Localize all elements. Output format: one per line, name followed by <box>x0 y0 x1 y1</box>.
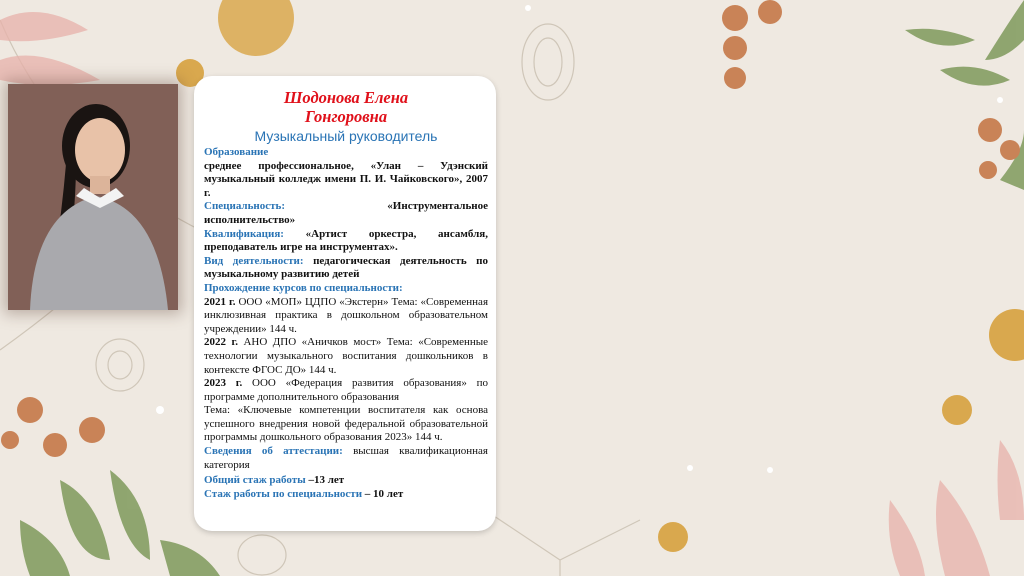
courses-section <box>204 282 488 445</box>
course-item <box>204 296 488 337</box>
course-year: 2021 г. <box>204 295 236 308</box>
course-item <box>204 377 488 404</box>
spec-exp-value: – 10 лет <box>364 487 404 500</box>
course-text: ООО «Федерация развития образования» по программе дополнительного образования <box>204 377 488 403</box>
specialty-value: исполнительство» <box>204 213 296 226</box>
course-year: 2023 г. <box>204 377 243 390</box>
name-line-1: Шодонова Елена <box>283 88 409 107</box>
courses-label: Прохождение курсов по специальности: <box>204 281 403 294</box>
total-experience <box>204 474 488 488</box>
activity-section <box>204 255 488 282</box>
name-line-2: Гонгоровна <box>304 107 388 126</box>
qualification-value: «Артист оркестра, ансамбля, преподаватель игре на инструментах». <box>204 227 489 254</box>
specialty-label: Специальность: <box>204 200 286 213</box>
qualification-section <box>204 228 488 255</box>
education-section <box>204 146 488 200</box>
portrait-image <box>8 84 178 310</box>
teacher-name <box>204 88 488 126</box>
spec-exp-label: Стаж работы по специальности <box>204 487 363 500</box>
specialty-experience <box>204 488 488 502</box>
course-text: АНО ДПО «Аничков мост» Тема: «Современные технологии музыкального воспитания дошкольников в контексте ФГОС ДО» 144 ч. <box>204 336 489 376</box>
activity-value: педагогическая деятельность по музыкальному развитию детей <box>204 254 489 281</box>
portrait-photo <box>8 84 178 310</box>
course-text: ООО «МОП» ЦДПО «Экстерн» Тема: «Современная инклюзивная практика в дошкольном образовательном учреждении» 144 ч. <box>204 295 488 335</box>
attestation-section <box>204 445 488 472</box>
position-title: Музыкальный руководитель <box>254 128 438 144</box>
activity-label: Вид деятельности: <box>204 254 304 267</box>
course-item <box>204 336 488 377</box>
total-exp-value: –13 лет <box>308 474 345 487</box>
education-label: Образование <box>204 146 269 158</box>
attestation-value: высшая квалификационная категория <box>204 445 488 471</box>
education-value: среднее профессиональное, «Улан – Удэнский музыкальный колледж имени П. И. Чайковского», 2007 г. <box>204 159 488 199</box>
course-year: 2022 г. <box>204 336 238 349</box>
profile-card <box>194 76 496 531</box>
qualification-label: Квалификация: <box>204 227 284 240</box>
specialty-section <box>204 200 488 227</box>
total-exp-label: Общий стаж работы <box>204 474 306 487</box>
specialty-value-part1: «Инструментальное <box>387 200 488 213</box>
attestation-label: Сведения об аттестации: <box>204 445 343 458</box>
course-topic: Тема: «Ключевые компетенции воспитателя как основа успешного внедрения новой федеральной образовательной программы дошкольного образования 2023» 144 ч. <box>204 404 488 444</box>
